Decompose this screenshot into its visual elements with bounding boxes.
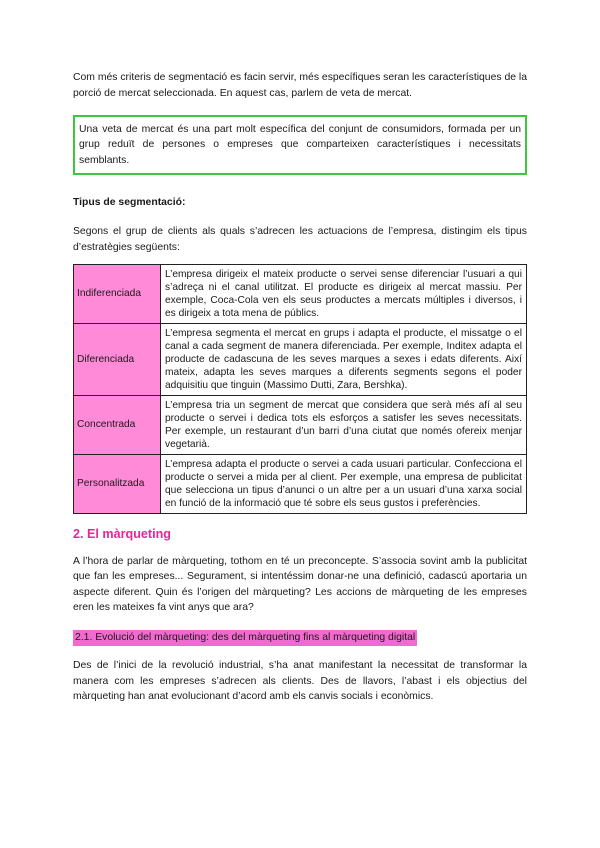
- strategy-name: Concentrada: [74, 395, 161, 454]
- table-row: [74, 323, 527, 395]
- subsection-title: 2.1. Evolució del màrqueting: des del màrqueting fins al màrqueting digital: [73, 630, 417, 646]
- table-row: [74, 264, 527, 323]
- section-paragraph: A l’hora de parlar de màrqueting, tothom en té un preconcepte. S’associa sovint amb la publicitat que fan les empreses... Segurament, si intentéssim donar-ne una definició, cadascú aportaria un aspecte diferent. Quin és l’origen del màrqueting? Les accions de màrqueting de les empreses eren les mateixes fa vint anys que ara?: [73, 555, 527, 614]
- strategy-description: L’empresa segmenta el mercat en grups i adapta el producte, el missatge o el canal a cada segment de manera diferenciada. Per exemple, Inditex adapta el producte de cadascuna de les seves marques a sexes i edats diferents. Així mateix, adapta les seves marques a diferents segments segons el poder adquisitiu que tinguin (Massimo Dutti, Zara, Bershka).: [161, 323, 527, 395]
- subsection-paragraph: Des de l’inici de la revolució industrial, s’ha anat manifestant la necessitat de transformar la manera com les empreses s’adrecen als clients. Des de llavors, l’abast i els objectius del màrqueting han anat evolucionant d’acord amb els canvis socials i econòmics.: [73, 659, 527, 703]
- segmentation-lead: Segons el grup de clients als quals s’adrecen les actuacions de l’empresa, distingim els tipus d’estratègies següents:: [73, 226, 527, 253]
- strategy-description: L’empresa adapta el producte o servei a cada usuari particular. Confecciona el producte o servei a mida per al client. Per exemple, una empresa de publicitat que selecciona un tipus d’anunci o un altre per a un usuari d’una xarxa social en funció de la informació que té sobre els seus gustos i preferències.: [161, 454, 527, 513]
- document-page: [73, 70, 527, 705]
- strategy-description: L’empresa tria un segment de mercat que considera que serà més afí al seu producte o servei i dedica tots els esforços a satisfer les seves necessitats. Per exemple, un restaurant d’un barri d’una ciutat que només ofereix menjar vegetarià.: [161, 395, 527, 454]
- definition-callout: [73, 115, 527, 175]
- table-row: [74, 395, 527, 454]
- segmentation-heading: Tipus de segmentació:: [73, 196, 186, 208]
- intro-paragraph: Com més criteris de segmentació es facin servir, més específiques seran les característiques de la porció de mercat seleccionada. En aquest cas, parlem de veta de mercat.: [73, 72, 527, 99]
- strategies-table: [73, 264, 527, 514]
- section-title: 2. El màrqueting: [73, 526, 171, 541]
- subsection-heading-wrap: [73, 630, 527, 658]
- strategy-name: Diferenciada: [74, 323, 161, 395]
- strategy-name: Indiferenciada: [74, 264, 161, 323]
- callout-text: Una veta de mercat és una part molt específica del conjunt de consumidors, formada per un grup reduït de persones o empreses que comparteixen característiques i necessitats semblants.: [79, 124, 521, 166]
- table-row: [74, 454, 527, 513]
- strategy-name: Personalitzada: [74, 454, 161, 513]
- strategy-description: L’empresa dirigeix el mateix producte o servei sense diferenciar l’usuari a qui s’adreça ni el canal utilitzat. El producte es dirigeix al mercat massiu. Per exemple, Coca-Cola ven els seus productes a mercats múltiples i diversos, i es dirigeix a tota mena de públics.: [161, 264, 527, 323]
